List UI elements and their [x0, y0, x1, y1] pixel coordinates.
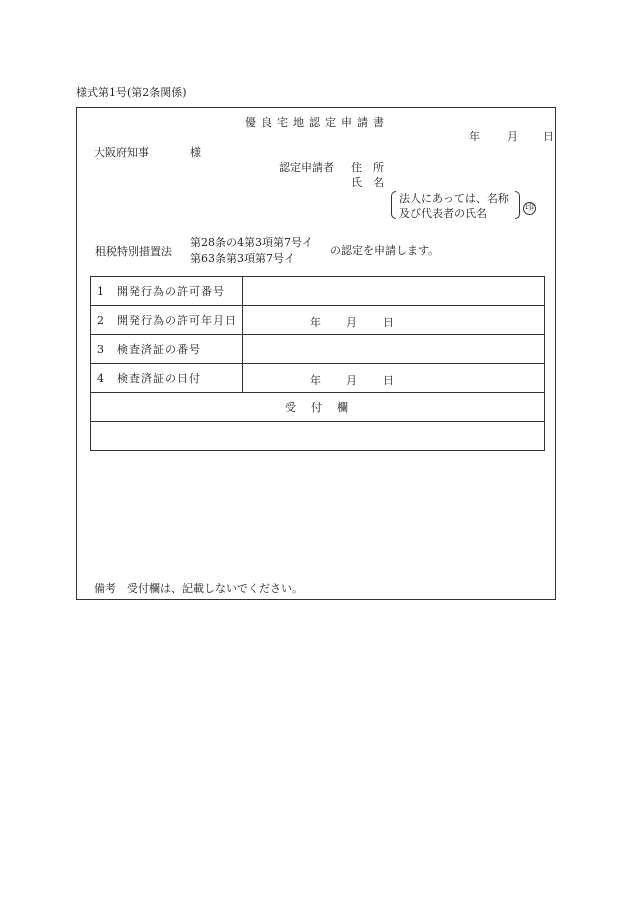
right-bracket — [515, 191, 520, 219]
permit-date-field[interactable] — [243, 306, 545, 335]
remarks-note: 備考 受付欄は、記載しないでください。 — [94, 582, 303, 595]
table-row — [91, 335, 545, 364]
addressee-name: 大阪府知事 — [94, 146, 149, 159]
row-label: 2 開発行為の許可年月日 — [91, 306, 243, 335]
name-label: 氏 名 — [351, 176, 384, 189]
reception-area — [91, 422, 545, 451]
applicant-role: 認定申請者 — [279, 161, 334, 174]
application-form — [76, 107, 556, 600]
law-article-1: 第28条の4第3項第7号イ — [190, 236, 313, 249]
permit-number-field[interactable] — [243, 277, 545, 306]
corp-note-line1: 法人にあっては、名称 — [399, 192, 509, 205]
table-row — [91, 364, 545, 393]
month-label: 月 — [346, 316, 357, 329]
address-label: 住 所 — [351, 161, 384, 174]
inspection-cert-date-field[interactable] — [243, 364, 545, 393]
day-label: 日 — [383, 374, 394, 387]
table-row — [91, 422, 545, 451]
application-statement: の認定を申請します。 — [330, 244, 440, 257]
application-table — [90, 276, 545, 451]
row-label: 4 検査済証の日付 — [91, 364, 243, 393]
law-name: 租税特別措置法 — [95, 245, 172, 258]
date-day-label: 日 — [543, 130, 554, 143]
year-label: 年 — [310, 316, 321, 329]
seal-mark: 印 — [524, 203, 534, 213]
law-article-2: 第63条第3項第7号イ — [190, 252, 295, 265]
row-label: 3 検査済証の番号 — [91, 335, 243, 364]
row-label: 1 開発行為の許可番号 — [91, 277, 243, 306]
date-year-label: 年 — [469, 130, 480, 143]
year-label: 年 — [310, 374, 321, 387]
table-row — [91, 306, 545, 335]
table-row — [91, 277, 545, 306]
month-label: 月 — [346, 374, 357, 387]
day-label: 日 — [383, 316, 394, 329]
date-month-label: 月 — [507, 130, 518, 143]
reception-header: 受 付 欄 — [91, 393, 545, 422]
table-row — [91, 393, 545, 422]
addressee-honorific: 様 — [190, 146, 201, 159]
corp-note-line2: 及び代表者の氏名 — [399, 207, 487, 220]
form-number: 様式第1号(第2条関係) — [76, 86, 187, 99]
left-bracket — [391, 191, 396, 219]
inspection-cert-number-field[interactable] — [243, 335, 545, 364]
form-title: 優良宅地認定申請書 — [245, 116, 389, 129]
